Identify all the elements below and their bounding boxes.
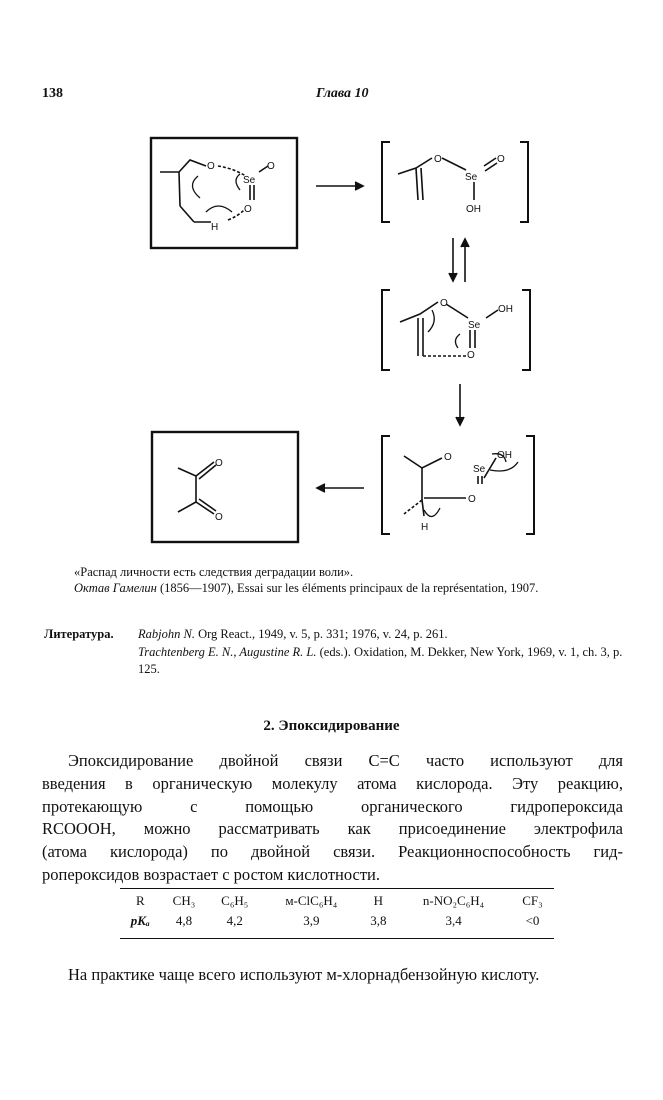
atom-o-9: O <box>468 494 476 505</box>
literature-label: Литература. <box>44 627 114 641</box>
ref-1-details: Org React., 1949, v. 5, p. 331; 1976, v. 24, p. 261. <box>198 627 448 641</box>
table-cell: 4,2 <box>226 913 243 928</box>
table-row-label: pKₐ <box>130 913 150 928</box>
atom-oh-3: OH <box>497 450 512 461</box>
table-cell: H <box>373 893 384 908</box>
atom-o-7: O <box>467 350 475 361</box>
atom-se-3: Se <box>468 320 481 331</box>
table-cell: CH₃ <box>172 893 196 908</box>
equilibrium-arrows-icon <box>449 238 469 282</box>
atom-o-4: O <box>434 154 442 165</box>
pka-table <box>120 891 554 931</box>
table-row-r <box>120 891 554 911</box>
structure-box-start <box>151 138 297 248</box>
chapter-title: Глава 10 <box>316 86 369 101</box>
table-cell: R <box>135 893 145 908</box>
atom-h-1: H <box>211 222 219 233</box>
atom-o-11: O <box>215 512 223 523</box>
paragraph-line: протекающую с помощью органического гидропероксида <box>42 796 623 816</box>
table-cell: м-ClC₆H₄ <box>285 893 338 908</box>
atom-oh-2: OH <box>498 304 513 315</box>
arrow-right-icon <box>316 182 363 190</box>
table-cell: 3,4 <box>445 913 462 928</box>
atom-o-1: O <box>207 161 215 172</box>
body-paragraph <box>42 750 623 887</box>
ref-2-details: (eds.). Oxidation, M. Dekker, New York, 1969, v. 1, ch. 3, p. 125. <box>138 645 623 676</box>
structure-box-product <box>152 432 298 542</box>
epigraph-quote: «Распад личности есть следствия деградации воли». <box>74 565 354 579</box>
table-bottom-rule <box>120 938 554 939</box>
atom-h-2: H <box>421 522 429 533</box>
epigraph-attribution <box>74 580 626 596</box>
table-cell: 3,9 <box>303 913 320 928</box>
table-cell: 4,8 <box>175 913 193 928</box>
diketone-product <box>178 462 216 514</box>
atom-o-3: O <box>244 204 252 215</box>
atom-se-1: Se <box>243 175 256 186</box>
paragraph-line: введения в органическую молекулу атома кислорода. Эту реакцию, <box>42 773 623 793</box>
epigraph-author: Октав Гамелин <box>74 581 157 595</box>
table-cell: 3,8 <box>370 913 387 928</box>
table-cell: <0 <box>525 913 540 928</box>
paragraph-line: (атома кислорода) по двойной связи. Реакционноспособность гид- <box>42 842 623 862</box>
section-title: 2. Эпоксидирование <box>263 718 400 734</box>
epigraph-source: (1856—1907), Essai sur les éléments principaux de la représentation, 1907. <box>159 581 539 595</box>
table-row-pka <box>120 911 554 931</box>
paragraph-line: Эпоксидирование двойной связи C=C часто используют для <box>68 751 623 770</box>
structure-bracket-rearrangement <box>382 290 530 370</box>
ref-2-authors: Trachtenberg E. N., Augustine R. L. <box>138 645 317 659</box>
literature-ref-1 <box>138 626 628 643</box>
atom-o-2: O <box>267 161 275 172</box>
atom-o-8: O <box>444 452 452 463</box>
paragraph-line: ропероксидов возрастает с ростом кислотности. <box>42 864 381 884</box>
table-cell: C₆H₅ <box>221 893 249 908</box>
atom-oh-1: OH <box>466 204 481 215</box>
ref-1-authors: Rabjohn N. <box>138 627 195 641</box>
table-cell: CF₃ <box>522 893 543 908</box>
paragraph-line: RCOOOH, можно рассматривать как присоединение электрофила <box>42 819 623 839</box>
atom-o-10: O <box>215 458 223 469</box>
page-number: 138 <box>42 86 63 101</box>
atom-se-4: Se <box>473 464 486 475</box>
table-cell: n-NO₂C₆H₄ <box>422 893 485 908</box>
structure-bracket-enol-ester <box>382 142 528 222</box>
arrow-left-icon <box>317 484 364 492</box>
atom-se-2: Se <box>465 172 478 183</box>
arrow-down-icon <box>456 384 464 425</box>
atom-o-6: O <box>440 298 448 309</box>
literature-block <box>44 626 629 676</box>
literature-ref-2 <box>138 644 628 678</box>
atom-o-5: O <box>497 154 505 165</box>
table-top-rule <box>120 888 554 889</box>
closing-paragraph: На практике чаще всего используют м-хлорнадбензойную кислоту. <box>68 965 540 984</box>
